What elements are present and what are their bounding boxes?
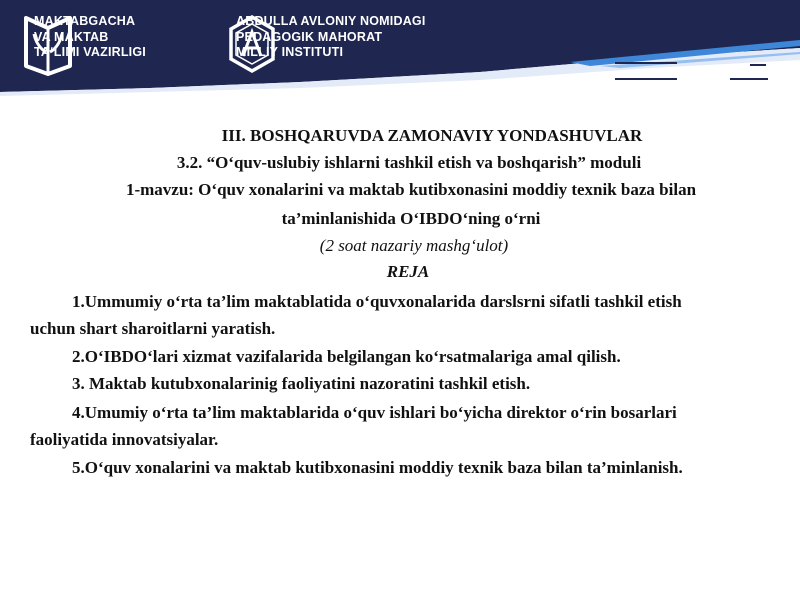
institute-emblem-icon (228, 14, 276, 74)
ministry-logo (22, 14, 146, 61)
plan-item-continuation: faoliyatida innovatsiyalar. (30, 430, 219, 449)
ministry-logo-line: MAKTABGACHA (34, 14, 136, 28)
book-emblem-icon (22, 14, 74, 76)
header-banner (0, 0, 800, 100)
plan-item-continuation: uchun shart sharoitlarni yaratish. (30, 319, 276, 338)
plan-item: 1.Ummumiy o‘rta ta’lim maktablatida o‘quvxonalarida darslsrni sifatli tashkil etish (72, 292, 682, 311)
plan-heading: REJA (386, 262, 430, 281)
institute-logo-line: MILLIY INSTITUTI (236, 45, 344, 59)
topic-title-line: 1-mavzu: O‘quv xonalarini va maktab kutibxonasini moddiy texnik baza bilan (125, 180, 697, 199)
institute-logo-line: PEDAGOGIK MAHORAT (236, 29, 383, 44)
plan-item: 2.O‘IBDO‘lari xizmat vazifalarida belgilangan ko‘rsatmalariga amal qilish. (72, 347, 621, 366)
institute-logo-line: ABDULLA AVLONIY NOMIDAGI (236, 14, 426, 28)
topic-title-line: ta’minlanishida O‘IBDO‘ning o‘rni (281, 209, 541, 228)
institute-logo (228, 14, 426, 61)
hours-note: (2 soat nazariy mashg‘ulot) (319, 236, 509, 255)
section-title: III. BOSHQARUVDA ZAMONAVIY YONDASHUVLAR (221, 126, 643, 145)
divider-line (615, 62, 677, 64)
ministry-logo-line: TA‘LIMI VAZIRLIGI (34, 45, 146, 59)
ministry-logo-line: VA MAKTAB (34, 29, 109, 44)
module-title: 3.2. “O‘quv-uslubiy ishlarni tashkil etish va boshqarish” moduli (176, 153, 642, 172)
divider-line (750, 64, 766, 66)
plan-item: 4.Umumiy o‘rta ta’lim maktablarida o‘quv ishlari bo‘yicha direktor o‘rin bosarlari (72, 403, 677, 422)
plan-item: 3. Maktab kutubxonalarinig faoliyatini nazoratini tashkil etish. (72, 374, 531, 393)
plan-item: 5.O‘quv xonalarini va maktab kutibxonasini moddiy texnik baza bilan ta’minlanish. (72, 458, 683, 477)
divider-line (730, 78, 768, 80)
divider-line (615, 78, 677, 80)
